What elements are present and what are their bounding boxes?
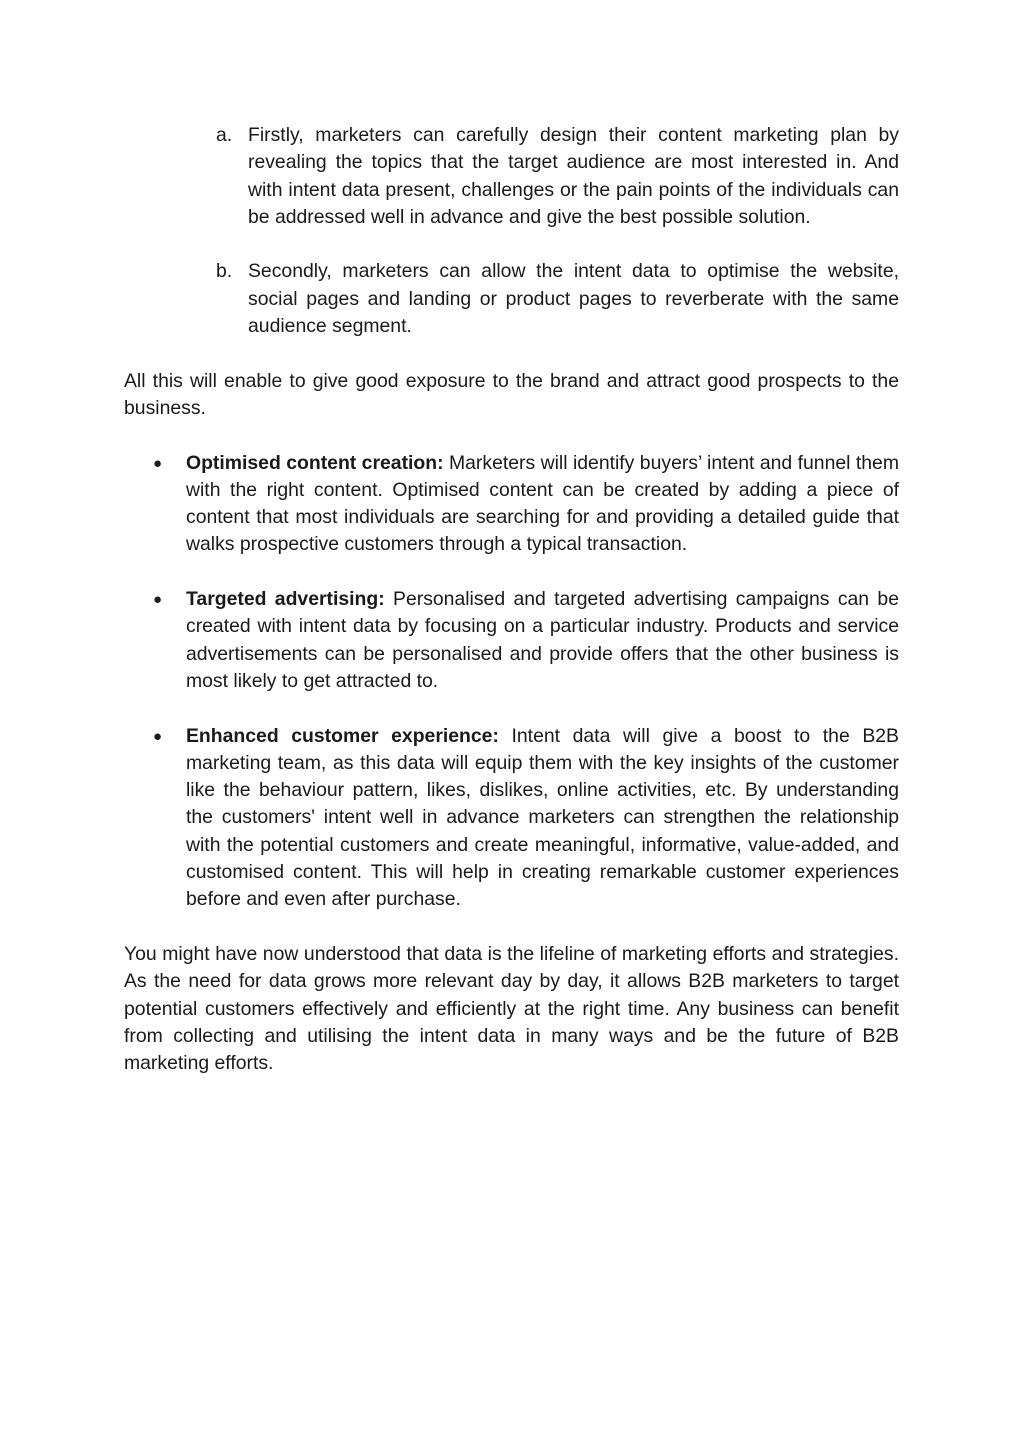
bullet-text: Marketers will identify buyers’ intent and funnel them with the right content. Optimised content can be created by adding a piece of content that most individuals are searching for and providing a detailed guide that walks prospective customers through a typical transaction. xyxy=(186,451,899,556)
bullet-heading: Targeted advertising: xyxy=(186,588,385,611)
list-item xyxy=(216,122,899,231)
paragraph: You might have now understood that data is the lifeline of marketing efforts and strategies. As the need for data grows more relevant day by day, it allows B2B marketers to target potential customers effectively and efficiently at the right time. Any business can benefit from collecting and utilising the intent data in many ways and be the future of B2B marketing efforts. xyxy=(124,942,899,1075)
list-item xyxy=(216,258,899,340)
list-item-text: Firstly, marketers can carefully design their content marketing plan by revealing the topics that the target audience are most interested in. And with intent data present, challenges or the pain points of the individuals can be addressed well in advance and give the best possible solution. xyxy=(248,124,899,228)
list-item xyxy=(153,723,899,914)
paragraph: All this will enable to give good exposure to the brand and attract good prospects to the business. xyxy=(124,369,899,419)
bullet-text: Personalised and targeted advertising campaigns can be created with intent data by focusing on a particular industry. Products and service advertisements can be personalised and provide offers that the other business is most likely to get attracted to. xyxy=(186,588,899,692)
bullet-text: Intent data will give a boost to the B2B marketing team, as this data will equip them with the key insights of the customer like the behaviour pattern, likes, dislikes, online activities, etc. By understanding the customers' intent well in advance marketers can strengthen the relationship with the potential customers and create meaningful, informative, value-added, and customised content. This will help in creating remarkable customer experiences before and even after purchase. xyxy=(186,724,899,911)
list-item xyxy=(153,586,899,695)
document-body xyxy=(124,122,899,1105)
bullet-icon: ● xyxy=(153,727,163,745)
list-item-text: Secondly, marketers can allow the intent data to optimise the website, social pages and landing or product pages to reverberate with the same audience segment. xyxy=(248,260,899,338)
bullet-list xyxy=(124,450,899,914)
list-item xyxy=(153,450,899,559)
bullet-icon: ● xyxy=(153,591,163,609)
list-marker: a. xyxy=(216,124,233,146)
list-marker: b. xyxy=(216,260,233,283)
lettered-list xyxy=(124,122,899,340)
bullet-icon: ● xyxy=(153,454,163,472)
bullet-heading: Enhanced customer experience: xyxy=(186,724,499,747)
bullet-heading: Optimised content creation: xyxy=(186,451,444,474)
